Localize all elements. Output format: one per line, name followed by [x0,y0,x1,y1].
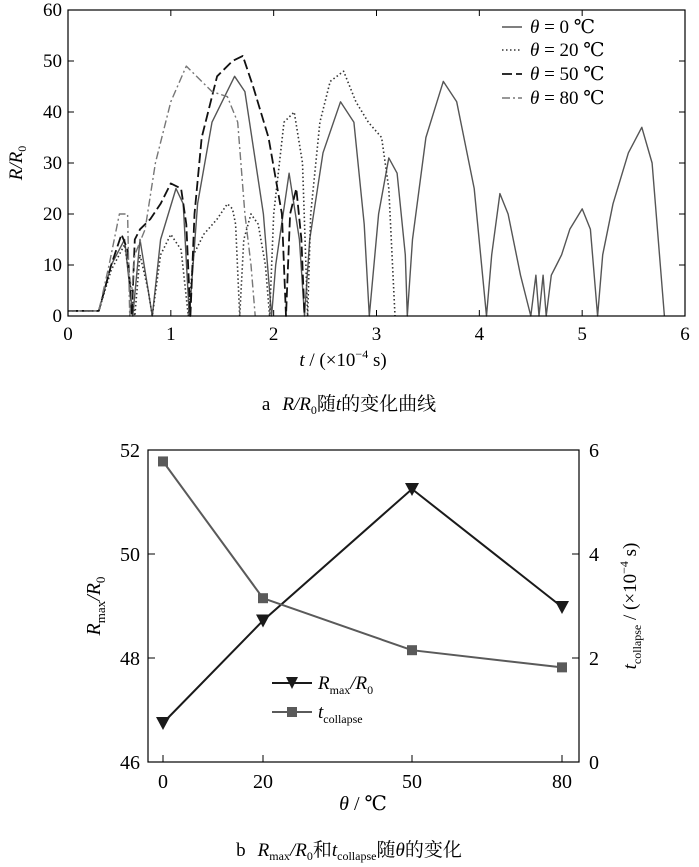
chart-b-left-y-axis-label-r: R [83,623,105,636]
chart-a-legend-label-1 [530,40,605,61]
chart-b-series-line-1 [163,461,562,667]
chart-a-legend-label-1-sym: θ [530,40,540,61]
chart-a-y-axis-label [6,146,29,182]
chart-a-caption-letter: a [261,394,271,415]
chart-b-legend [272,673,373,726]
chart-a-y-tick-label: 30 [43,153,62,174]
chart-b-caption-letter: b [236,840,246,861]
chart-a-x-tick-label: 2 [268,324,279,345]
chart-b-caption-and: 和 [312,840,332,861]
chart-b-right-y-axis-label-sub: collapse [630,624,644,665]
chart-a-caption-r: R/R [282,394,311,415]
chart-a-x-tick-label: 5 [577,324,587,345]
chart-b-legend-label-rmax [317,673,373,697]
chart-b-right-y-tick-label: 2 [589,648,599,670]
chart-a-legend-label-0-sym: θ [530,17,540,38]
chart-a-x-tick-labels [63,324,690,345]
chart-a-caption-t: t [335,394,342,415]
chart-a-x-axis-label [299,347,386,371]
chart-b-left-y-axis-label-sub1: max [93,600,108,624]
chart-b-legend-label-rmax-sub2: 0 [367,683,374,697]
chart-b-right-y-axis-label-unit: s) [620,542,641,562]
chart-b-right-y-axis-label-t: t [620,664,641,670]
chart-b-legend-label-tcollapse [318,702,363,726]
chart-b [83,440,644,863]
chart-b-x-tick-label: 20 [253,771,273,793]
chart-b-right-y-tick-labels [589,440,599,774]
chart-a-legend-label-1-text: = 20 ℃ [539,40,605,61]
chart-b-plot-frame [148,450,579,762]
chart-b-caption-theta: θ [395,840,405,861]
chart-a-x-tick-label: 3 [371,324,382,345]
chart-b-marker-tcollapse-2 [407,645,417,655]
chart-b-caption-mid2: 随 [376,840,396,861]
chart-b-caption-rest: 的变化 [404,840,462,861]
chart-a-caption [262,393,436,417]
chart-a-legend-label-2-sym: θ [530,64,540,85]
chart-a-x-tick-label: 6 [680,324,690,345]
chart-a-y-tick-labels [43,0,62,327]
chart-a-legend-label-2-text: = 50 ℃ [539,64,605,85]
chart-b-marker-tcollapse-3 [557,662,567,672]
chart-b-right-y-tick-label: 4 [589,544,599,566]
chart-b-x-tick-label: 80 [552,771,572,793]
chart-a-y-tick-label: 20 [43,204,62,225]
chart-b-caption-t: t [331,840,338,861]
chart-a-legend-label-3-sym: θ [530,88,540,109]
chart-a-y-axis-label-sub: 0 [15,145,29,152]
chart-b-x-tick-label: 50 [402,771,422,793]
chart-a-y-tick-label: 0 [52,306,62,327]
chart-a-y-tick-label: 10 [43,255,62,276]
chart-b-caption-sub1: max [269,849,290,863]
chart-a-caption-sub: 0 [310,403,317,417]
chart-a-legend-label-2 [530,64,605,85]
chart-b-right-y-tick-label: 6 [589,440,599,462]
chart-a-y-tick-label: 40 [43,102,62,123]
chart-b-legend-label-tcollapse-sub: collapse [323,712,363,726]
chart-b-right-y-axis-label-exp: −4 [617,561,631,574]
chart-b-left-y-axis-label-mid: /R [83,583,105,601]
chart-a-y-tick-label: 60 [43,0,62,21]
chart-a-series-line-3 [68,66,255,316]
chart-b-x-axis-label-text: / ℃ [348,793,387,815]
chart-b-marker-tcollapse-1 [258,593,268,603]
chart-b-left-y-axis-label [83,577,108,637]
chart-a-legend-label-3 [530,88,605,109]
chart-a-series-line-0 [68,76,664,316]
chart-b-x-tick-labels [158,771,572,793]
chart-a-x-tick-label: 4 [474,324,485,345]
chart-b-ticks [148,450,579,762]
chart-a-caption-mid: 随 [316,394,336,415]
chart-b-caption-sub3: collapse [337,849,377,863]
chart-b-left-y-tick-label: 48 [120,648,140,670]
chart-b-legend-label-tcollapse-t: t [318,702,324,723]
chart-b-left-y-axis-label-sub2: 0 [93,576,108,584]
chart-a-y-tick-label: 50 [43,51,62,72]
chart-b-caption-mid: /R [289,840,307,861]
chart-b-x-axis-label [339,793,387,815]
chart-a-y-axis-label-main: R/R [6,151,27,181]
chart-b-left-y-tick-label: 50 [120,544,140,566]
chart-a-x-axis-label-unit: s) [368,350,387,371]
chart-b-caption-r: R [257,840,270,861]
chart-b-legend-marker-tcollapse [287,707,297,717]
chart-a-caption-rest: 的变化曲线 [341,394,437,415]
chart-a-legend-label-0 [530,17,595,38]
chart-b-marker-tcollapse-0 [158,456,168,466]
chart-a-x-tick-label: 0 [63,324,73,345]
chart-a-x-axis-label-text: / (×10 [304,350,356,371]
chart-b-left-y-tick-labels [120,440,140,774]
chart-b-legend-label-rmax-mid: /R [350,673,368,694]
chart-b-legend-label-rmax-sub1: max [329,683,351,697]
chart-b-right-y-axis-label-rest: / (×10 [620,573,641,625]
chart-b-marker-rmax-0 [156,717,170,730]
chart-a-x-axis-label-symbol: t [299,350,305,371]
chart-a-legend [502,17,605,109]
chart-a-x-axis-label-exp: −4 [355,347,369,361]
chart-b-x-axis-label-sym: θ [339,793,349,815]
chart-b-right-y-tick-label: 0 [589,752,599,774]
chart-b-caption [236,839,462,863]
chart-a [6,0,690,417]
chart-b-left-y-tick-label: 46 [120,752,140,774]
chart-b-right-y-axis-label [617,543,644,670]
chart-a-legend-label-0-text: = 0 ℃ [539,17,596,38]
chart-b-legend-label-rmax-r: R [318,673,330,694]
chart-b-x-tick-label: 0 [158,771,168,793]
chart-a-legend-label-3-text: = 80 ℃ [539,88,605,109]
chart-a-x-tick-label: 1 [166,324,176,345]
chart-b-left-y-tick-label: 52 [120,440,140,462]
chart-b-caption-sub2: 0 [306,849,313,863]
chart-b-marker-rmax-3 [555,601,569,614]
